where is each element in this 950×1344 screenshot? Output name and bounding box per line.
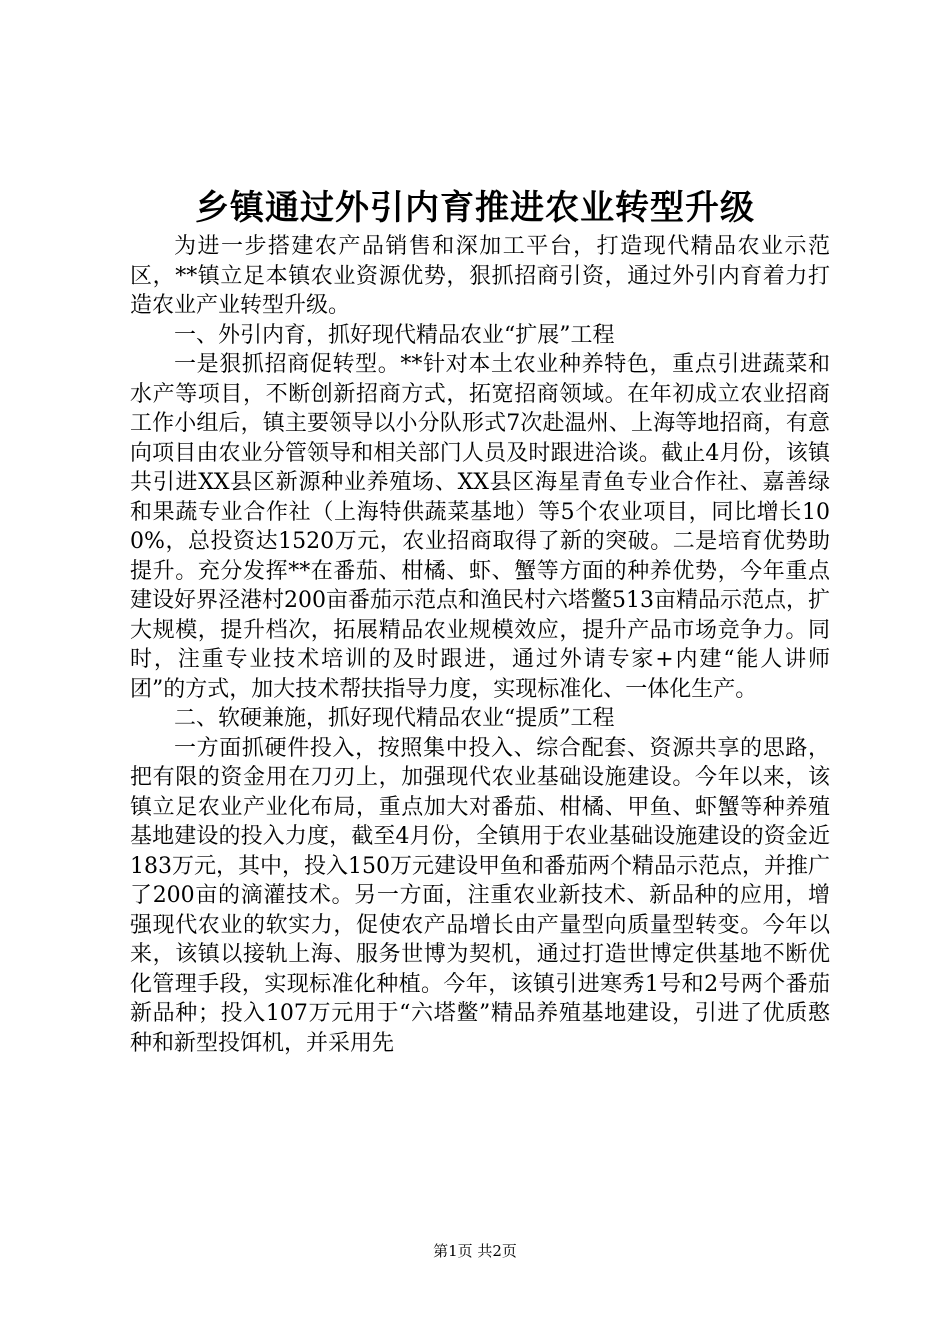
- document-title: 乡镇通过外引内育推进农业转型升级: [195, 188, 755, 228]
- section-heading-2: 二、软硬兼施，抓好现代精品农业“提质”工程: [174, 706, 615, 731]
- intro-paragraph: 为进一步搭建农产品销售和深加工平台，打造现代精品农业示范区，**镇立足本镇农业资源优势，狠抓招商引资，通过外引内育着力打造农业产业转型升级。: [130, 234, 830, 318]
- document-body: [130, 232, 830, 1058]
- section-1-paragraph: 一是狠抓招商促转型。**针对本土农业种养特色，重点引进蔬菜和水产等项目，不断创新招商方式，拓宽招商领域。在年初成立农业招商工作小组后，镇主要领导以小分队形式7次赴温州、上海等地招商，有意向项目由农业分管领导和相关部门人员及时跟进洽谈。截止4月份，该镇共引进XX县区新源种业养殖场、XX县区海星青鱼专业合作社、嘉善绿和果蔬专业合作社（上海特供蔬菜基地）等5个农业项目，同比增长100%，总投资达1520万元，农业招商取得了新的突破。二是培育优势助提升。充分发挥**在番茄、柑橘、虾、蟹等方面的种养优势，今年重点建设好界泾港村200亩番茄示范点和渔民村六塔鳖513亩精品示范点，扩大规模，提升档次，拓展精品农业规模效应，提升产品市场竞争力。同时，注重专业技术培训的及时跟进，通过外请专家+内建“能人讲师团”的方式，加大技术帮扶指导力度，实现标准化、一体化生产。: [130, 352, 830, 702]
- section-2-paragraph: 一方面抓硬件投入，按照集中投入、综合配套、资源共享的思路，把有限的资金用在刀刃上，加强现代农业基础设施建设。今年以来，该镇立足农业产业化布局，重点加大对番茄、柑橘、甲鱼、虾蟹等种养殖基地建设的投入力度，截至4月份，全镇用于农业基础设施建设的资金近183万元，其中，投入150万元建设甲鱼和番茄两个精品示范点，并推广了200亩的滴灌技术。另一方面，注重农业新技术、新品种的应用，增强现代农业的软实力，促使农产品增长由产量型向质量型转变。今年以来，该镇以接轨上海、服务世博为契机，通过打造世博定供基地不断优化管理手段，实现标准化种植。今年，该镇引进寒秀1号和2号两个番茄新品种；投入107万元用于“六塔鳖”精品养殖基地建设，引进了优质憨种和新型投饵机，并采用先: [130, 735, 830, 1056]
- page-number-footer: 第1页 共2页: [433, 1242, 517, 1260]
- section-heading-1: 一、外引内育，抓好现代精品农业“扩展”工程: [174, 322, 615, 348]
